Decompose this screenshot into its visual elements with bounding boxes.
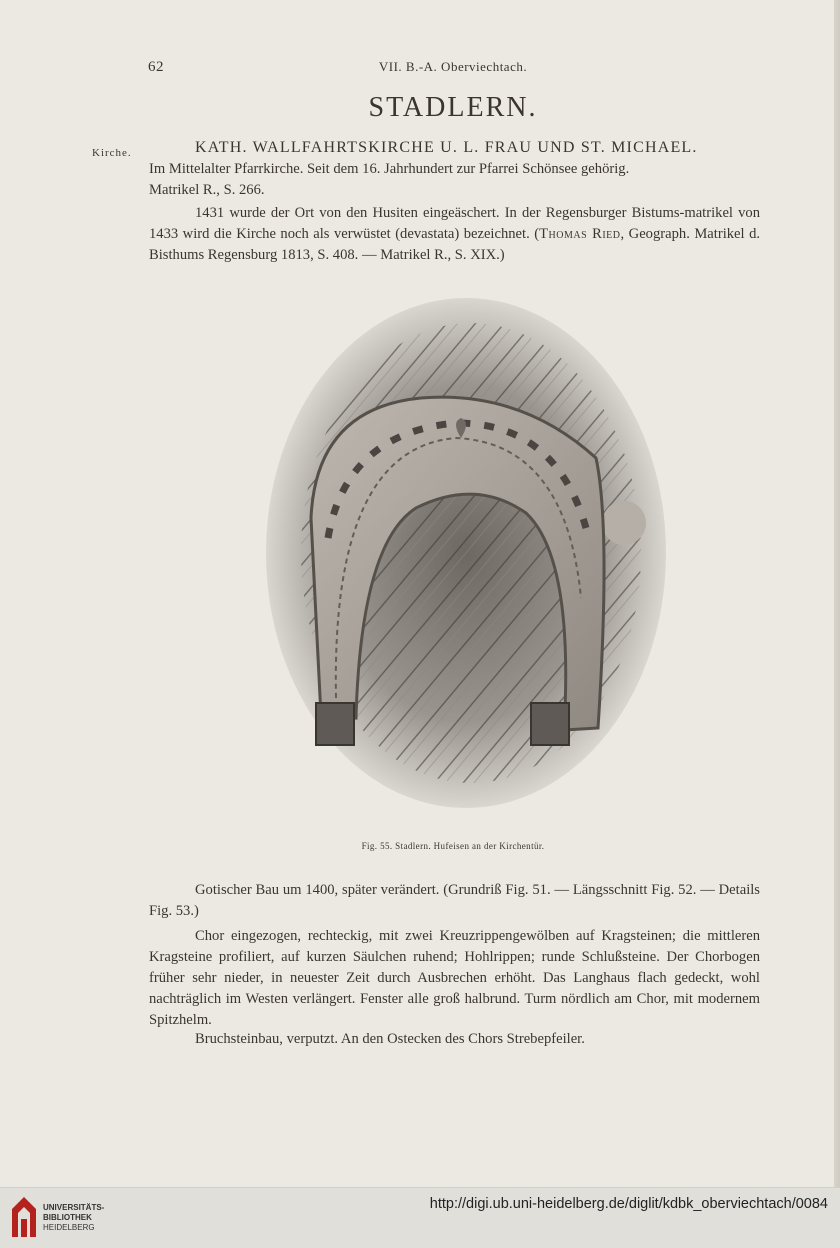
body-text-2: Chor eingezogen, rechteckig, mit zwei Kreuzrippengewölben auf Kragsteinen; die mittleren Kragsteine profiliert, auf kurzen Säulchen ruhend; Hohlrippen; runde Schlußsteine. Der Chorbogen früher sehr nieder, in neuester Zeit durch Ausbrechen erhöht. Das Langhaus flach gedeckt, wohl nachträglich im Westen verlängert. Fenster alle groß halbrund. Turm nördlich am Chor, mit modernem Spitzhelm. <box>149 928 760 1028</box>
page-edge <box>834 0 840 1187</box>
intro-line-2: Matrikel R., S. 266. <box>149 182 265 198</box>
library-line-3: HEIDELBERG <box>43 1223 95 1232</box>
section-title: STADLERN. <box>368 92 538 123</box>
horseshoe-photograph <box>266 298 666 808</box>
author-name: Thomas Ried <box>539 226 621 242</box>
intro-line-1: Im Mittelalter Pfarrkirche. Seit dem 16. Jahrhundert zur Pfarrei Schönsee gehörig. <box>149 161 630 177</box>
history-paragraph <box>149 203 760 266</box>
church-heading: KATH. WALLFAHRTSKIRCHE U. L. FRAU UND ST. MICHAEL. <box>195 139 698 156</box>
body-text-1: Gotischer Bau um 1400, später verändert. (Grundriß Fig. 51. — Längsschnitt Fig. 52. — Details Fig. 53.) <box>149 882 760 919</box>
body-paragraph-3 <box>149 1029 760 1050</box>
library-line-2: BIBLIOTHEK <box>43 1213 92 1222</box>
library-line-1: UNIVERSITÄTS- <box>43 1203 105 1212</box>
page-number: 62 <box>148 59 164 75</box>
body-text-3: Bruchsteinbau, verputzt. An den Ostecken des Chors Strebepfeiler. <box>195 1031 585 1047</box>
body-paragraph-1 <box>149 880 760 922</box>
margin-note: Kirche. <box>92 147 132 159</box>
running-title: VII. B.-A. Oberviechtach. <box>378 59 528 74</box>
library-name <box>43 1203 104 1233</box>
library-logo-icon <box>10 1195 38 1239</box>
history-text-1: 1431 wurde der Ort von den Husiten eingeäschert. In der Regensburger Bistums-matrikel von 1433 wird die Kirche noch als verwüstet (devastata) bezeichnet. ( <box>149 205 760 242</box>
figure-caption: Fig. 55. Stadlern. Hufeisen an der Kirchentür. <box>361 841 545 851</box>
history-text-2: , Geograph. Matrikel d. Bisthums Regensburg 1813, S. 408. — Matrikel R., S. XIX.) <box>149 226 761 263</box>
source-url-link[interactable]: http://digi.ub.uni-heidelberg.de/diglit/kdbk_oberviechtach/0084 <box>429 1196 828 1212</box>
body-paragraph-2 <box>149 926 760 1031</box>
